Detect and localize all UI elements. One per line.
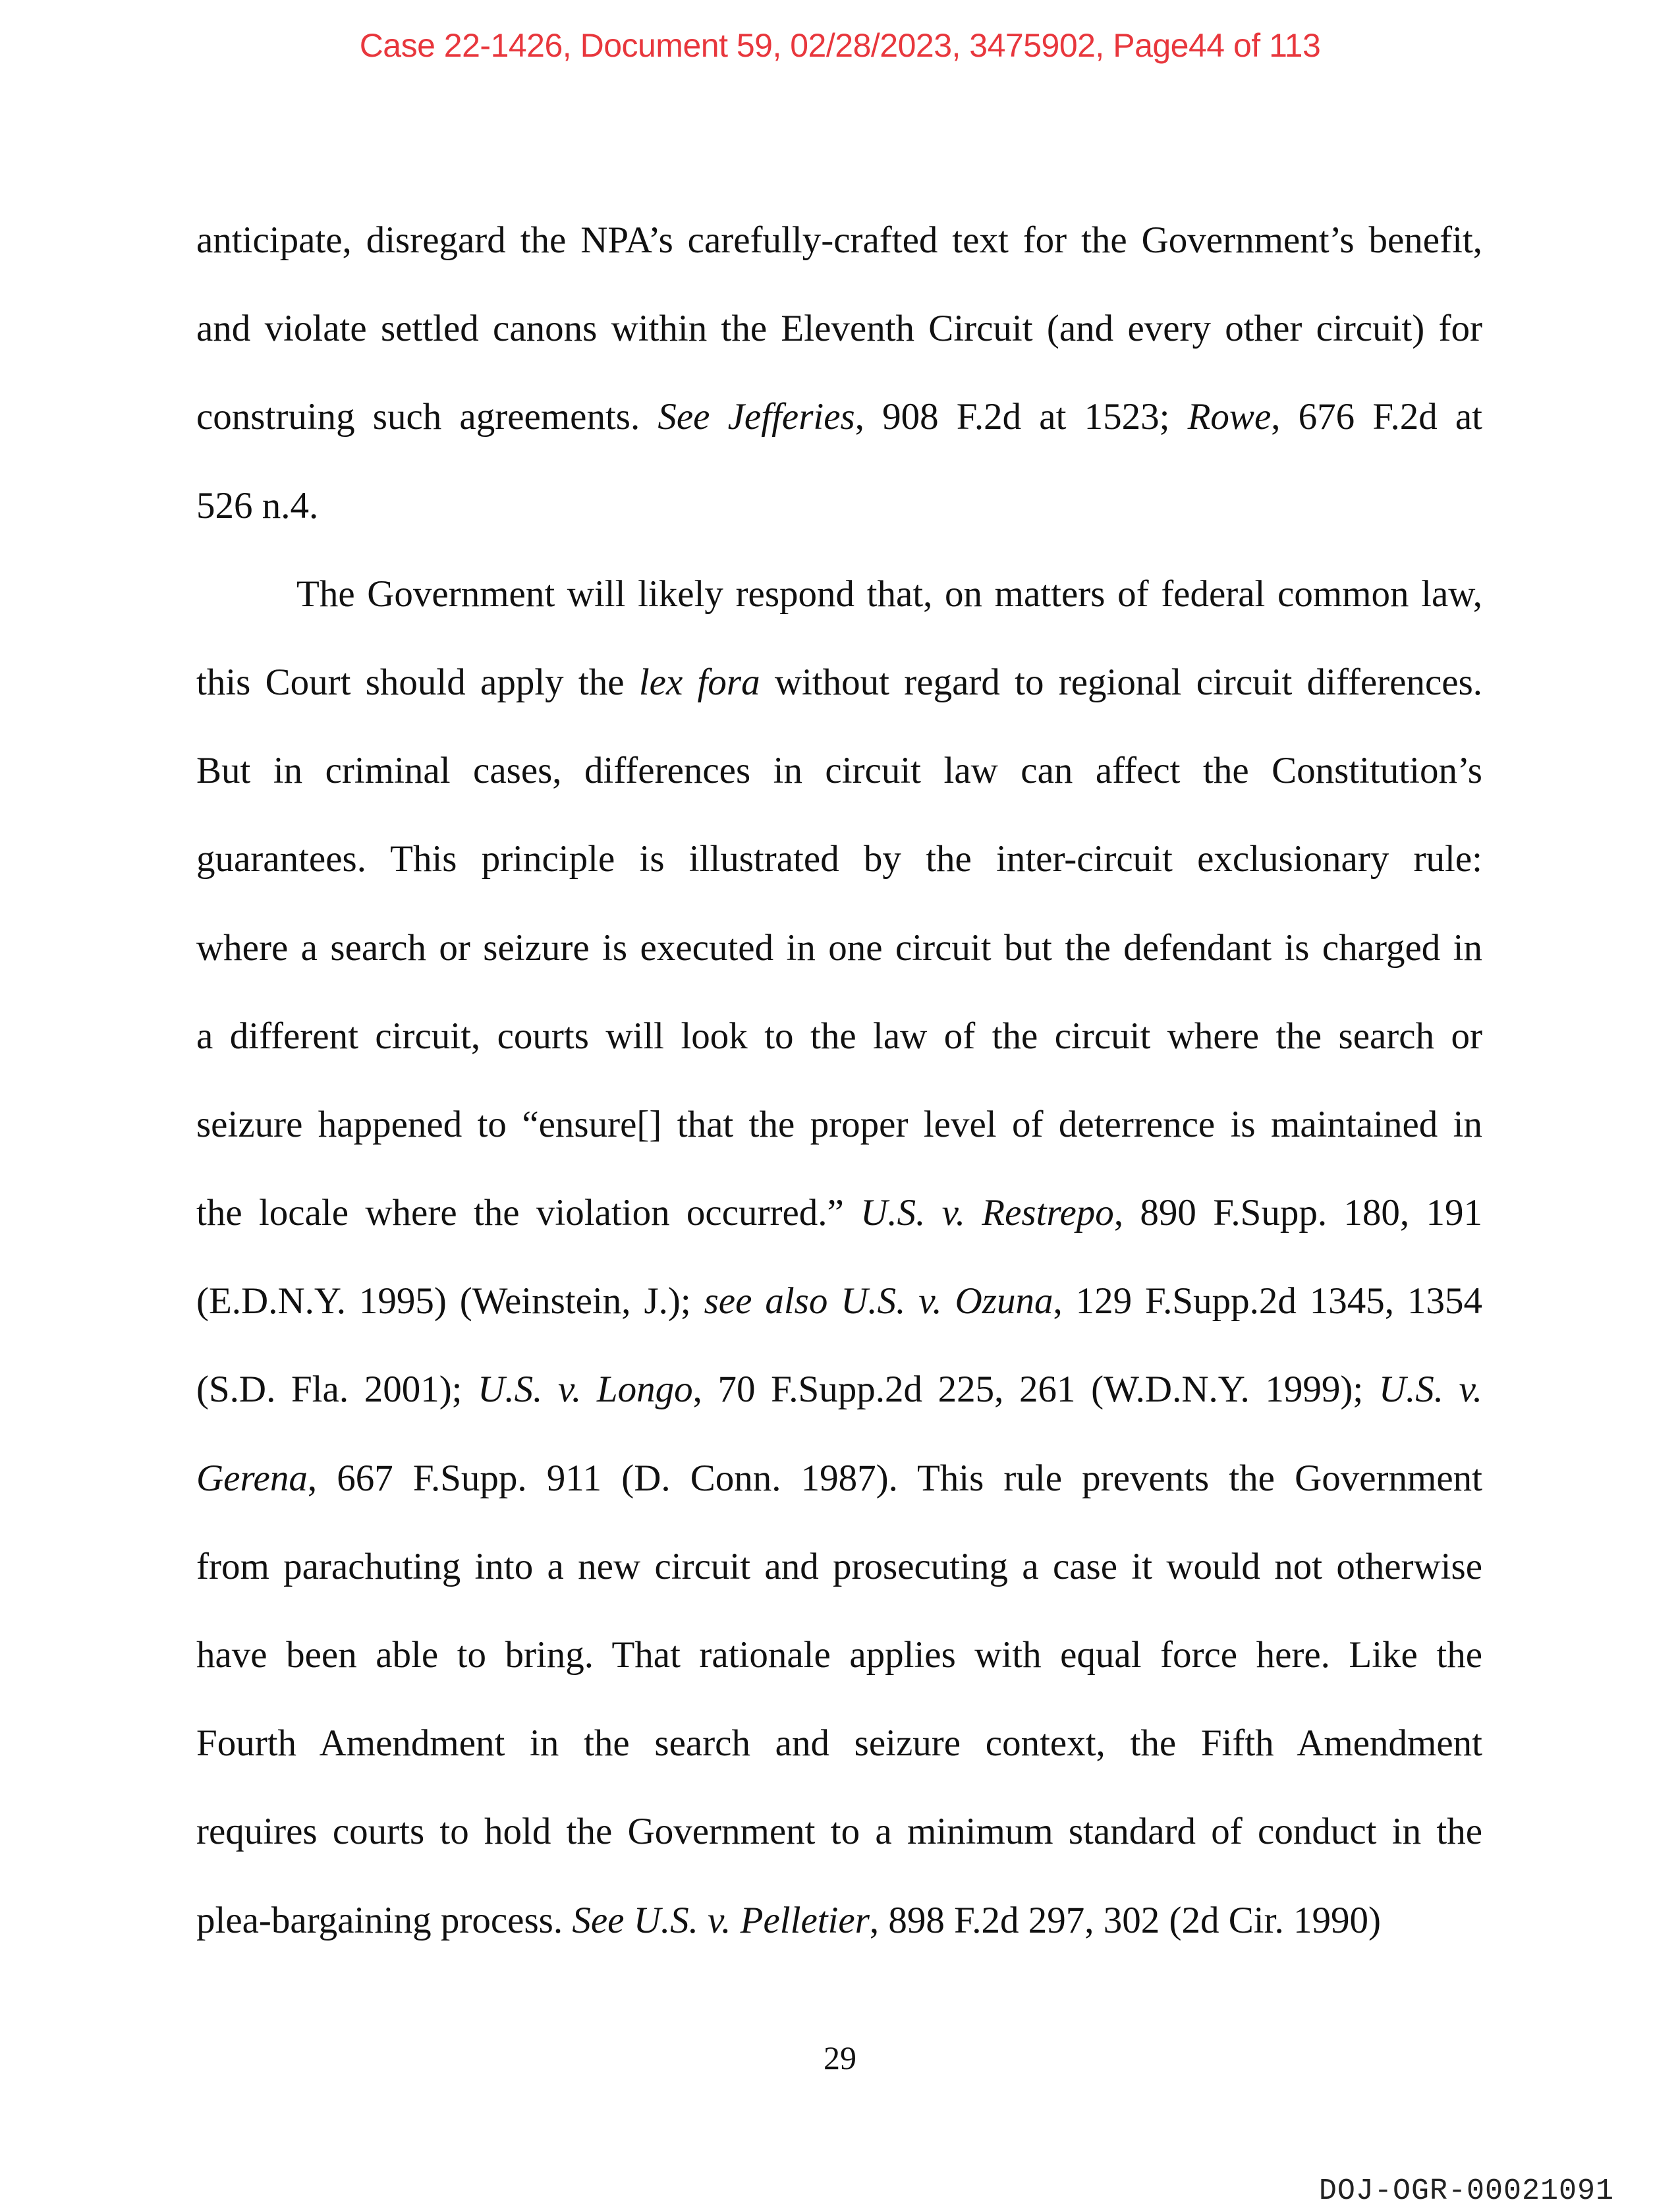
text-run: anticipate, disregard the NPA’s carefully-crafted text for the Government’s benefit, xyxy=(196,219,1482,261)
text-line xyxy=(196,285,1482,373)
text-run: where a search or seizure is executed in one circuit but the defendant is charged in xyxy=(196,926,1482,969)
text-run: requires courts to hold the Government to a minimum standard of conduct in the xyxy=(196,1811,1482,1853)
document-body xyxy=(196,196,1482,1965)
page-number: 29 xyxy=(824,2039,856,2076)
bates-number: DOJ-OGR-00021091 xyxy=(1318,2174,1614,2208)
text-run: a different circuit, courts will look to the law of the circuit where the search or xyxy=(196,1015,1482,1057)
text-run: this Court should apply the xyxy=(196,661,639,703)
text-run: without regard to regional circuit differences. xyxy=(760,661,1482,703)
text-line xyxy=(196,373,1482,461)
text-run: plea-bargaining process. xyxy=(196,1899,573,1941)
text-run: and violate settled canons within the Eleventh Circuit (and every other circuit) for xyxy=(196,308,1482,350)
text-line xyxy=(196,1523,1482,1611)
text-run: (E.D.N.Y. 1995) (Weinstein, J.); xyxy=(196,1280,704,1322)
text-line xyxy=(196,1169,1482,1257)
text-run: from parachuting into a new circuit and prosecuting a case it would not otherwise xyxy=(196,1545,1482,1587)
text-run: (S.D. Fla. 2001); xyxy=(196,1369,478,1411)
text-run: the locale where the violation occurred.” xyxy=(196,1192,861,1234)
text-run: 526 n.4. xyxy=(196,484,319,526)
text-line xyxy=(196,992,1482,1081)
text-line xyxy=(196,1434,1482,1523)
text-line xyxy=(196,638,1482,727)
citation-italic: see also U.S. v. Ozuna xyxy=(704,1280,1053,1322)
paragraph-1 xyxy=(196,196,1482,550)
text-line xyxy=(196,815,1482,903)
citation-italic: Gerena xyxy=(196,1457,308,1499)
citation-italic: lex fora xyxy=(638,661,760,703)
text-run: , 898 F.2d 297, 302 (2d Cir. 1990) xyxy=(869,1899,1381,1941)
text-run: , 890 F.Supp. 180, 191 xyxy=(1113,1192,1482,1234)
citation-italic: U.S. v. Longo xyxy=(478,1369,693,1411)
case-header-stamp: Case 22-1426, Document 59, 02/28/2023, 3475902, Page44 of 113 xyxy=(359,27,1321,64)
citation-italic: See Jefferies xyxy=(658,396,855,438)
text-run: But in criminal cases, differences in circuit law can affect the Constitution’s xyxy=(196,750,1482,792)
text-line xyxy=(196,1081,1482,1169)
text-line xyxy=(196,1257,1482,1346)
text-run: seizure happened to “ensure[] that the proper level of deterrence is maintained in xyxy=(196,1103,1482,1145)
paragraph-2 xyxy=(196,550,1482,1965)
text-run: construing such agreements. xyxy=(196,396,658,438)
text-run: , 70 F.Supp.2d 225, 261 (W.D.N.Y. 1999); xyxy=(692,1369,1379,1411)
text-line xyxy=(196,1699,1482,1788)
text-line xyxy=(196,462,1482,550)
text-line xyxy=(196,727,1482,815)
text-line xyxy=(196,1877,1482,1965)
text-run: , 129 F.Supp.2d 1345, 1354 xyxy=(1053,1280,1482,1322)
text-line xyxy=(196,196,1482,285)
text-line xyxy=(196,550,1482,638)
text-run: , 676 F.2d at xyxy=(1271,396,1482,438)
citation-italic: Rowe xyxy=(1187,396,1272,438)
text-run: Fourth Amendment in the search and seizure context, the Fifth Amendment xyxy=(196,1722,1482,1765)
text-line xyxy=(196,1611,1482,1699)
text-run: , 667 F.Supp. 911 (D. Conn. 1987). This rule prevents the Government xyxy=(307,1457,1482,1499)
citation-italic: See U.S. v. Pelletier xyxy=(572,1899,870,1941)
text-run: guarantees. This principle is illustrated by the inter-circuit exclusionary rule: xyxy=(196,838,1482,880)
text-run: , 908 F.2d at 1523; xyxy=(854,396,1188,438)
citation-italic: U.S. v. Restrepo xyxy=(860,1192,1114,1234)
citation-italic: U.S. v. xyxy=(1378,1369,1483,1411)
text-line xyxy=(196,1788,1482,1876)
text-line xyxy=(196,904,1482,992)
text-run: The Government will likely respond that, on matters of federal common law, xyxy=(296,573,1482,615)
text-run: have been able to bring. That rationale applies with equal force here. Like the xyxy=(196,1634,1482,1676)
text-line xyxy=(196,1346,1482,1434)
